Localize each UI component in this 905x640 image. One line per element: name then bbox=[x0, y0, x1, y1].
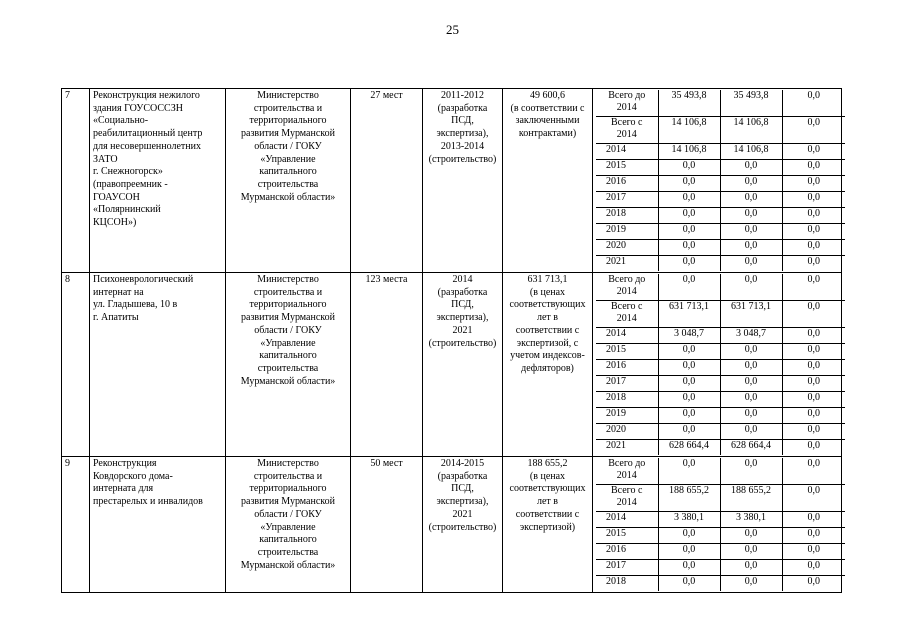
financing-period bbox=[596, 458, 658, 485]
financing-regional: 35 493,8 bbox=[720, 90, 782, 117]
financing-period-line: 2016 bbox=[606, 544, 626, 555]
financing-regional: 0,0 bbox=[720, 176, 782, 192]
financing-total: 0,0 bbox=[658, 176, 720, 192]
construction-period-line: 2013-2014 bbox=[440, 140, 485, 152]
financing-total: 0,0 bbox=[658, 528, 720, 544]
financing-period-line: 2021 bbox=[606, 440, 626, 451]
financing-period-line: Всего с bbox=[611, 117, 643, 128]
customer-name-line: Министерство bbox=[257, 458, 319, 469]
customer-name-line: развития Мурманской bbox=[241, 128, 335, 140]
financing-total: 0,0 bbox=[658, 424, 720, 440]
financing-period bbox=[596, 485, 658, 512]
financing-row bbox=[596, 224, 845, 240]
financing-total: 0,0 bbox=[658, 208, 720, 224]
financing-other: 0,0 bbox=[782, 408, 845, 424]
table-body bbox=[62, 89, 842, 593]
financing-total: 3 048,7 bbox=[658, 328, 720, 344]
object-name bbox=[90, 273, 226, 457]
financing-regional: 0,0 bbox=[720, 376, 782, 392]
capacity: 27 мест bbox=[351, 89, 423, 273]
customer-name-line: капитального bbox=[259, 534, 317, 546]
object-name-line: (правопреемник - bbox=[93, 178, 168, 190]
financing-row bbox=[596, 344, 845, 360]
construction-period-line: экспертиза), bbox=[436, 496, 489, 508]
financing-row bbox=[596, 328, 845, 344]
financing-row bbox=[596, 176, 845, 192]
financing-period-line: 2018 bbox=[606, 576, 626, 587]
object-name-line: интернат на bbox=[93, 286, 144, 298]
financing-other: 0,0 bbox=[782, 224, 845, 240]
financing-total: 0,0 bbox=[658, 408, 720, 424]
financing-regional: 0,0 bbox=[720, 560, 782, 576]
financing-regional: 0,0 bbox=[720, 274, 782, 301]
financing-period-line: 2014 bbox=[616, 312, 637, 324]
construction-period-line: 2014 bbox=[452, 274, 473, 285]
financing-row bbox=[596, 485, 845, 512]
financing-period bbox=[596, 117, 658, 144]
financing-total: 0,0 bbox=[658, 274, 720, 301]
customer-name bbox=[226, 457, 351, 593]
estimated-cost-line: экспертизой, с bbox=[516, 337, 579, 349]
customer-name-line: строительства bbox=[257, 178, 319, 190]
customer-name-line: области / ГОКУ bbox=[254, 508, 322, 520]
financing-regional: 0,0 bbox=[720, 544, 782, 560]
construction-period-line: 2021 bbox=[452, 324, 473, 336]
financing-period bbox=[596, 144, 658, 160]
object-name-line: г. Снежногорск» bbox=[93, 166, 163, 178]
customer-name-line: капитального bbox=[259, 350, 317, 362]
construction-period-line: ПСД, bbox=[451, 483, 474, 495]
financing-period-line: 2014 bbox=[616, 101, 637, 113]
financing-other: 0,0 bbox=[807, 440, 820, 451]
financing-total: 0,0 bbox=[658, 560, 720, 576]
financing-period bbox=[596, 240, 658, 256]
financing-period-line: 2017 bbox=[606, 560, 626, 571]
customer-name-line: Мурманской области» bbox=[240, 191, 336, 203]
object-name-line: «Полярнинский bbox=[93, 204, 161, 216]
financing-period-line: 2019 bbox=[606, 224, 626, 235]
customer-name-line: Министерство bbox=[257, 274, 319, 285]
financing-row bbox=[596, 392, 845, 408]
object-name-line: для несовершеннолетних bbox=[93, 140, 201, 152]
estimated-cost bbox=[503, 89, 593, 273]
estimated-cost bbox=[503, 273, 593, 457]
financing-regional: 0,0 bbox=[720, 458, 782, 485]
financing-period bbox=[596, 208, 658, 224]
table-row bbox=[62, 273, 842, 457]
customer-name-line: капитального bbox=[259, 166, 317, 178]
object-name-line: Психоневрологический bbox=[93, 274, 194, 285]
construction-period-line: 2011-2012 bbox=[441, 90, 484, 101]
financing-total: 35 493,8 bbox=[658, 90, 720, 117]
financing-period-line: Всего с bbox=[611, 485, 643, 496]
customer-name-line: строительства и bbox=[253, 286, 323, 298]
financing-other: 0,0 bbox=[782, 544, 845, 560]
financing-total: 0,0 bbox=[658, 224, 720, 240]
customer-name-line: строительства и bbox=[253, 102, 323, 114]
financing-table bbox=[596, 458, 845, 591]
construction-period bbox=[423, 89, 503, 273]
financing-regional: 0,0 bbox=[720, 344, 782, 360]
construction-period-line: (разработка bbox=[437, 470, 488, 482]
financing-other: 0,0 bbox=[782, 240, 845, 256]
financing-period-line: 2014 bbox=[606, 512, 626, 523]
financing-row bbox=[596, 458, 845, 485]
financing-other: 0,0 bbox=[807, 576, 820, 587]
customer-name-line: территориального bbox=[249, 483, 327, 495]
object-name-line: ЗАТО bbox=[93, 153, 118, 165]
customer-name-line: Министерство bbox=[257, 90, 319, 101]
financing-regional: 0,0 bbox=[720, 576, 782, 592]
financing-regional: 3 380,1 bbox=[720, 512, 782, 528]
financing-other: 0,0 bbox=[807, 256, 820, 267]
financing-row bbox=[596, 424, 845, 440]
construction-period bbox=[423, 273, 503, 457]
construction-period-line: 2021 bbox=[452, 508, 473, 520]
financing-row bbox=[596, 274, 845, 301]
financing-other: 0,0 bbox=[782, 360, 845, 376]
financing-period bbox=[596, 408, 658, 424]
financing-period-line: 2016 bbox=[606, 360, 626, 371]
financing-other: 0,0 bbox=[782, 117, 845, 144]
estimated-cost-line: лет в bbox=[536, 496, 559, 508]
capacity: 123 места bbox=[351, 273, 423, 457]
financing-period-line: 2016 bbox=[606, 176, 626, 187]
customer-name-line: Мурманской области» bbox=[240, 559, 336, 571]
construction-period-line: (строительство) bbox=[428, 521, 497, 533]
customer-name-line: строительства bbox=[257, 362, 319, 374]
construction-period bbox=[423, 457, 503, 593]
financing-regional: 0,0 bbox=[720, 192, 782, 208]
estimated-cost-line: (в ценах bbox=[529, 286, 566, 298]
construction-period-line: (строительство) bbox=[428, 153, 497, 165]
financing-row bbox=[596, 512, 845, 528]
estimated-cost-line: соответствующих bbox=[509, 299, 586, 311]
financing-other: 0,0 bbox=[782, 208, 845, 224]
construction-period-line: 2014-2015 bbox=[440, 458, 485, 469]
financing-table bbox=[596, 90, 845, 271]
financing-other: 0,0 bbox=[782, 90, 845, 117]
financing-row bbox=[596, 408, 845, 424]
financing-period bbox=[596, 301, 658, 328]
financing-regional: 188 655,2 bbox=[720, 485, 782, 512]
customer-name-line: «Управление bbox=[260, 337, 316, 349]
estimated-cost bbox=[503, 457, 593, 593]
financing-other: 0,0 bbox=[782, 192, 845, 208]
financing-period-line: 2018 bbox=[606, 392, 626, 403]
financing-period-line: 2014 bbox=[616, 128, 637, 140]
financing-period-line: 2020 bbox=[606, 424, 626, 435]
estimated-cost-line: контрактами) bbox=[518, 128, 577, 140]
financing-cell bbox=[593, 273, 842, 457]
financing-period-line: 2017 bbox=[606, 376, 626, 387]
construction-period-line: ПСД, bbox=[451, 115, 474, 127]
financing-total: 0,0 bbox=[658, 240, 720, 256]
customer-name-line: области / ГОКУ bbox=[254, 324, 322, 336]
financing-regional: 628 664,4 bbox=[720, 440, 782, 456]
financing-period bbox=[596, 192, 658, 208]
financing-total: 0,0 bbox=[658, 160, 720, 176]
object-name-line: «Социально- bbox=[93, 115, 149, 127]
financing-period bbox=[596, 576, 658, 592]
row-number: 9 bbox=[62, 457, 90, 593]
financing-total: 0,0 bbox=[658, 376, 720, 392]
estimated-cost-line: лет в bbox=[536, 312, 559, 324]
object-name-line: г. Апатиты bbox=[93, 312, 139, 324]
estimated-cost-line: соответствии с bbox=[515, 508, 580, 520]
financing-period bbox=[596, 376, 658, 392]
financing-period bbox=[596, 528, 658, 544]
estimated-cost-line: соответствии с bbox=[515, 324, 580, 336]
financing-row bbox=[596, 528, 845, 544]
customer-name bbox=[226, 273, 351, 457]
financing-row bbox=[596, 90, 845, 117]
financing-total: 0,0 bbox=[658, 576, 720, 592]
financing-period-line: 2020 bbox=[606, 240, 626, 251]
construction-period-line: (разработка bbox=[437, 102, 488, 114]
financing-period bbox=[596, 360, 658, 376]
financing-total: 0,0 bbox=[658, 360, 720, 376]
financing-row bbox=[596, 376, 845, 392]
financing-period-line: 2015 bbox=[606, 344, 626, 355]
financing-other: 0,0 bbox=[782, 344, 845, 360]
estimated-cost-line: учетом индексов- bbox=[510, 350, 585, 362]
financing-cell bbox=[593, 89, 842, 273]
financing-regional: 0,0 bbox=[720, 528, 782, 544]
financing-period-line: 2014 bbox=[606, 328, 626, 339]
estimated-cost-line: соответствующих bbox=[509, 483, 586, 495]
financing-period-line: Всего до bbox=[608, 274, 646, 285]
financing-period bbox=[596, 392, 658, 408]
customer-name-line: развития Мурманской bbox=[241, 312, 335, 324]
customer-name-line: строительства и bbox=[253, 470, 323, 482]
financing-period-line: Всего до bbox=[608, 458, 646, 469]
financing-total: 631 713,1 bbox=[658, 301, 720, 328]
financing-period bbox=[596, 256, 658, 272]
financing-row bbox=[596, 576, 845, 592]
financing-total: 0,0 bbox=[658, 344, 720, 360]
financing-total: 14 106,8 bbox=[658, 117, 720, 144]
customer-name-line: территориального bbox=[249, 299, 327, 311]
financing-total: 3 380,1 bbox=[658, 512, 720, 528]
object-name-line: Ковдорского дома- bbox=[93, 470, 173, 482]
financing-period-line: 2014 bbox=[606, 144, 626, 155]
object-name-line: ГОАУСОН bbox=[93, 191, 140, 203]
financing-period bbox=[596, 512, 658, 528]
financing-row bbox=[596, 192, 845, 208]
estimated-cost-line: 188 655,2 bbox=[527, 458, 568, 469]
financing-other: 0,0 bbox=[782, 528, 845, 544]
financing-regional: 0,0 bbox=[720, 256, 782, 272]
object-name-line: здания ГОУСОССЗН bbox=[93, 102, 183, 114]
financing-regional: 0,0 bbox=[720, 408, 782, 424]
financing-period-line: 2015 bbox=[606, 160, 626, 171]
estimated-cost-line: 49 600,6 bbox=[530, 90, 565, 101]
financing-row bbox=[596, 256, 845, 272]
construction-period-line: экспертиза), bbox=[436, 128, 489, 140]
financing-period bbox=[596, 328, 658, 344]
financing-total: 0,0 bbox=[658, 544, 720, 560]
financing-period-line: Всего до bbox=[608, 90, 646, 101]
financing-period bbox=[596, 274, 658, 301]
financing-row bbox=[596, 160, 845, 176]
object-name bbox=[90, 89, 226, 273]
financing-other: 0,0 bbox=[782, 376, 845, 392]
financing-regional: 631 713,1 bbox=[720, 301, 782, 328]
construction-period-line: (строительство) bbox=[428, 337, 497, 349]
financing-period-line: Всего с bbox=[611, 301, 643, 312]
financing-period-line: 2019 bbox=[606, 408, 626, 419]
financing-period bbox=[596, 160, 658, 176]
row-number: 8 bbox=[62, 273, 90, 457]
table-row bbox=[62, 457, 842, 593]
financing-period bbox=[596, 224, 658, 240]
financing-other: 0,0 bbox=[782, 176, 845, 192]
financing-period-line: 2017 bbox=[606, 192, 626, 203]
estimated-cost-line: (в соответствии с bbox=[510, 102, 585, 114]
object-name-line: КЦСОН») bbox=[93, 217, 137, 229]
financing-row bbox=[596, 440, 845, 456]
object-name-line: Реконструкция bbox=[93, 458, 157, 469]
customer-name-line: развития Мурманской bbox=[241, 496, 335, 508]
financing-period-line: 2021 bbox=[606, 256, 626, 267]
financing-period bbox=[596, 176, 658, 192]
financing-row bbox=[596, 560, 845, 576]
financing-regional: 0,0 bbox=[720, 208, 782, 224]
object-name-line: интерната для bbox=[93, 483, 154, 495]
object-name bbox=[90, 457, 226, 593]
financing-total: 0,0 bbox=[658, 458, 720, 485]
financing-other: 0,0 bbox=[782, 485, 845, 512]
financing-total: 188 655,2 bbox=[658, 485, 720, 512]
customer-name-line: территориального bbox=[249, 115, 327, 127]
financing-total: 628 664,4 bbox=[658, 440, 720, 456]
estimated-cost-line: заключенными bbox=[515, 115, 580, 127]
financing-other: 0,0 bbox=[782, 512, 845, 528]
capacity: 50 мест bbox=[351, 457, 423, 593]
customer-name-line: области / ГОКУ bbox=[254, 140, 322, 152]
financing-other: 0,0 bbox=[782, 392, 845, 408]
financing-period bbox=[596, 440, 658, 456]
construction-period-line: (разработка bbox=[437, 286, 488, 298]
financing-period bbox=[596, 344, 658, 360]
financing-row bbox=[596, 144, 845, 160]
object-name-line: реабилитационный центр bbox=[93, 128, 203, 140]
object-name-line: ул. Гладышева, 10 в bbox=[93, 299, 178, 311]
financing-period-line: 2014 bbox=[616, 469, 637, 481]
object-name-line: Реконструкция нежилого bbox=[93, 90, 200, 101]
financing-other: 0,0 bbox=[782, 160, 845, 176]
financing-other: 0,0 bbox=[782, 424, 845, 440]
investment-table bbox=[61, 88, 842, 593]
financing-regional: 14 106,8 bbox=[720, 144, 782, 160]
object-name-line: престарелых и инвалидов bbox=[93, 496, 203, 508]
financing-period-line: 2014 bbox=[616, 285, 637, 297]
financing-total: 0,0 bbox=[658, 256, 720, 272]
financing-regional: 0,0 bbox=[720, 160, 782, 176]
financing-other: 0,0 bbox=[782, 458, 845, 485]
financing-total: 14 106,8 bbox=[658, 144, 720, 160]
financing-row bbox=[596, 360, 845, 376]
estimated-cost-line: (в ценах bbox=[529, 470, 566, 482]
financing-table bbox=[596, 274, 845, 455]
financing-regional: 0,0 bbox=[720, 240, 782, 256]
estimated-cost-line: экспертизой) bbox=[519, 521, 576, 533]
page-number: 25 bbox=[446, 22, 459, 37]
financing-regional: 3 048,7 bbox=[720, 328, 782, 344]
customer-name bbox=[226, 89, 351, 273]
financing-row bbox=[596, 301, 845, 328]
financing-row bbox=[596, 240, 845, 256]
financing-row bbox=[596, 208, 845, 224]
financing-period-line: 2014 bbox=[616, 496, 637, 508]
financing-cell bbox=[593, 457, 842, 593]
table-row bbox=[62, 89, 842, 273]
construction-period-line: экспертиза), bbox=[436, 312, 489, 324]
financing-regional: 14 106,8 bbox=[720, 117, 782, 144]
estimated-cost-line: дефляторов) bbox=[521, 362, 574, 374]
financing-regional: 0,0 bbox=[720, 360, 782, 376]
financing-other: 0,0 bbox=[782, 328, 845, 344]
customer-name-line: строительства bbox=[257, 546, 319, 558]
customer-name-line: «Управление bbox=[260, 153, 316, 165]
estimated-cost-line: 631 713,1 bbox=[527, 274, 568, 285]
financing-other: 0,0 bbox=[782, 144, 845, 160]
customer-name-line: «Управление bbox=[260, 521, 316, 533]
customer-name-line: Мурманской области» bbox=[240, 375, 336, 387]
financing-period bbox=[596, 560, 658, 576]
financing-period-line: 2018 bbox=[606, 208, 626, 219]
financing-period-line: 2015 bbox=[606, 528, 626, 539]
financing-total: 0,0 bbox=[658, 392, 720, 408]
financing-period bbox=[596, 424, 658, 440]
financing-other: 0,0 bbox=[782, 274, 845, 301]
financing-period bbox=[596, 90, 658, 117]
construction-period-line: ПСД, bbox=[451, 299, 474, 311]
financing-other: 0,0 bbox=[782, 560, 845, 576]
financing-row bbox=[596, 544, 845, 560]
row-number: 7 bbox=[62, 89, 90, 273]
financing-period bbox=[596, 544, 658, 560]
financing-regional: 0,0 bbox=[720, 392, 782, 408]
financing-row bbox=[596, 117, 845, 144]
financing-total: 0,0 bbox=[658, 192, 720, 208]
financing-regional: 0,0 bbox=[720, 224, 782, 240]
financing-regional: 0,0 bbox=[720, 424, 782, 440]
financing-other: 0,0 bbox=[782, 301, 845, 328]
